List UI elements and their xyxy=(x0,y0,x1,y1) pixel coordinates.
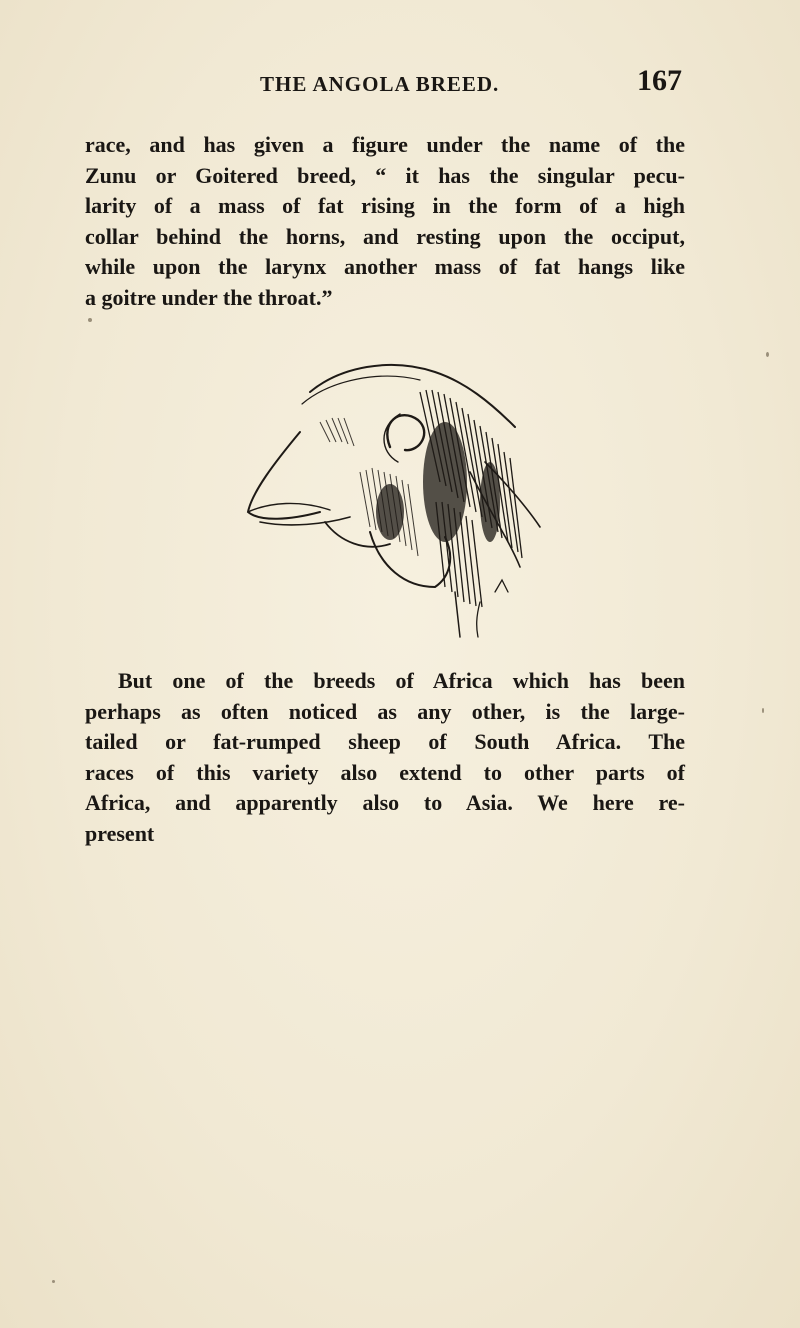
text-line: a goitre under the throat.” xyxy=(85,284,333,310)
running-title: THE ANGOLA BREED. xyxy=(260,72,500,96)
paragraph-fat-rumped-sheep xyxy=(85,666,685,849)
text-line: present xyxy=(85,820,155,846)
paper-speck xyxy=(88,318,92,322)
paper-speck xyxy=(52,1280,55,1283)
running-head xyxy=(90,62,682,102)
text-line: larity of a mass of fat rising in the form of a high xyxy=(85,193,685,218)
paper-speck xyxy=(766,352,769,357)
text-line: while upon the larynx another mass of fat hangs like xyxy=(85,254,685,279)
text-line: But one of the breeds of Africa which has been xyxy=(118,668,685,693)
text-line: races of this variety also extend to other parts of xyxy=(85,759,685,785)
text-line: race, and has given a figure under the name of the xyxy=(85,132,685,157)
text-line: Africa, and apparently also to Asia. We here re- xyxy=(85,790,685,815)
paragraph-goitered-breed xyxy=(85,130,685,313)
text-line: Zunu or Goitered breed, “ it has the singular pecu- xyxy=(85,162,685,188)
text-line: perhaps as often noticed as any other, is the large- xyxy=(85,698,685,724)
text-line: collar behind the horns, and resting upon the occiput, xyxy=(85,223,685,249)
paper-speck xyxy=(762,708,764,713)
text-line: tailed or fat-rumped sheep of South Africa. The xyxy=(85,729,685,754)
page-number: 167 xyxy=(637,64,682,97)
goitered-sheep-head-engraving-icon xyxy=(240,352,565,642)
